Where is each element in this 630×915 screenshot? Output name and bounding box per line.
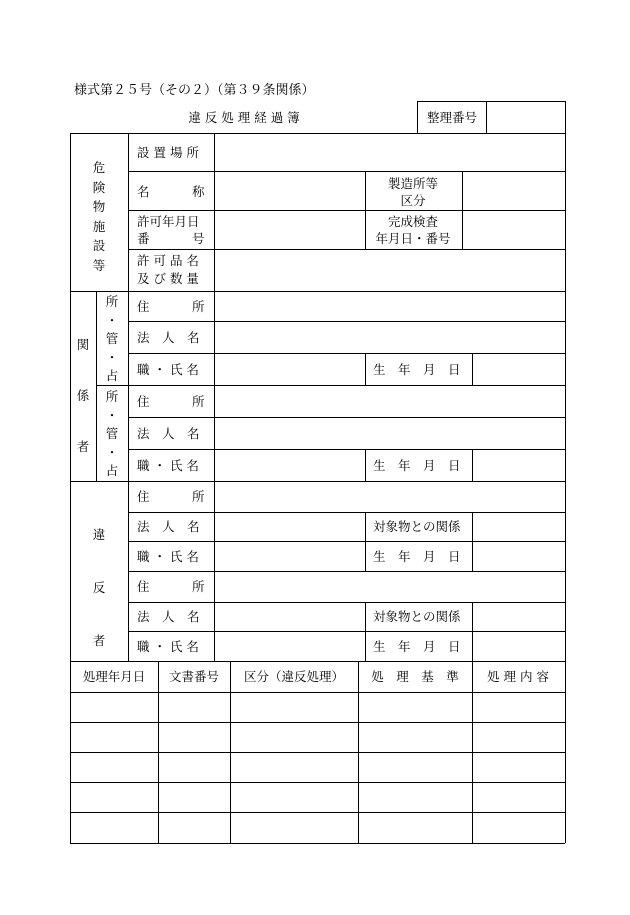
value-col-line — [214, 133, 215, 661]
label-col-line — [128, 133, 129, 661]
row-line — [128, 449, 565, 450]
log-header-standard: 処 理 基 準 — [371, 669, 459, 684]
person-label: 職 ・ 氏 名 — [137, 362, 199, 377]
birth-col-line-3 — [365, 449, 366, 481]
name-label-left: 名 — [137, 184, 150, 199]
row-line — [128, 321, 565, 322]
address-label-right: 所 — [192, 299, 205, 314]
birth-date-label: 生 年 月 日 — [373, 458, 461, 473]
corp-name-label: 法 人 名 — [137, 426, 200, 441]
form-bottom-border — [70, 843, 565, 844]
address-label-left: 住 — [137, 394, 150, 409]
title-row-top-line — [417, 101, 565, 102]
page-title: 違 反 処 理 経 過 簿 — [188, 110, 300, 125]
category-label-line2: 区分 — [400, 193, 426, 208]
birth-col-line-2 — [472, 353, 473, 385]
location-label: 設 置 場 所 — [137, 145, 199, 160]
person-label: 職 ・ 氏 名 — [137, 458, 199, 473]
form-number: 様式第２５号（その２）（第３９条関係） — [74, 83, 315, 98]
related-sub-col-line — [96, 291, 97, 481]
row-line — [128, 631, 565, 632]
birth-date-label: 生 年 月 日 — [373, 362, 461, 377]
violator-section-label: 違 反 者 — [92, 527, 106, 648]
items-label-line2: 及 び 数 量 — [137, 271, 199, 286]
reference-number-label: 整理番号 — [426, 110, 478, 125]
form-left-border — [70, 133, 71, 843]
address-label-right: 所 — [192, 489, 205, 504]
inspection-label-line2: 年月日・番号 — [375, 231, 451, 246]
section-line — [70, 291, 565, 292]
log-row-line — [70, 752, 565, 753]
row-line — [128, 541, 565, 542]
corp-name-label: 法 人 名 — [137, 330, 200, 345]
row-line — [128, 571, 565, 572]
category-label-line1: 製造所等 — [387, 176, 439, 191]
row-line — [128, 512, 565, 513]
related-section-label: 関 係 者 — [76, 337, 90, 454]
items-label-line1: 許 可 品 名 — [137, 253, 199, 268]
relation-label: 対象物との関係 — [373, 609, 461, 624]
address-label-left: 住 — [137, 299, 150, 314]
relation-label: 対象物との関係 — [373, 519, 461, 534]
log-header-content: 処 理 内 容 — [487, 669, 549, 684]
row-line — [128, 249, 565, 250]
permit-label-line1: 許可年月日 — [137, 214, 200, 229]
sub-section-line — [96, 385, 565, 386]
name-label-right: 称 — [192, 184, 205, 199]
related-sub-label-1: 所 ・ 管 ・ 占 — [105, 294, 119, 383]
ref-value-left-line — [486, 101, 487, 133]
permit-label-number-suffix: 号 — [192, 231, 205, 246]
section-line — [70, 481, 565, 482]
log-header-doc-number: 文書番号 — [168, 669, 220, 684]
row-line — [128, 210, 565, 211]
birth-col-line-1 — [365, 353, 366, 385]
row-line — [128, 171, 565, 172]
log-row-line — [70, 692, 565, 693]
log-row-line — [70, 722, 565, 723]
address-label-right: 所 — [192, 394, 205, 409]
form-top-border — [70, 133, 565, 134]
log-header-category: 区分（違反処理） — [243, 669, 345, 684]
corp-name-label: 法 人 名 — [137, 609, 200, 624]
birth-col-line-4 — [472, 449, 473, 481]
birth-date-label: 生 年 月 日 — [373, 639, 461, 654]
row-line — [128, 353, 565, 354]
inspection-label-line1: 完成検査 — [387, 214, 439, 229]
row-line — [128, 602, 565, 603]
log-header-date: 処理年月日 — [82, 669, 146, 684]
person-label: 職 ・ 氏 名 — [137, 549, 199, 564]
log-row-line — [70, 782, 565, 783]
permit-label-number: 番 — [137, 231, 150, 246]
form-right-border — [565, 101, 566, 843]
section-line — [70, 661, 565, 662]
address-label-left: 住 — [137, 579, 150, 594]
facility-section-label: 危 険 物 施 設 等 — [92, 160, 106, 273]
log-row-line — [70, 812, 565, 813]
address-label-right: 所 — [192, 579, 205, 594]
related-sub-label-2: 所 ・ 管 ・ 占 — [105, 389, 119, 478]
row-line — [128, 417, 565, 418]
birth-date-label: 生 年 月 日 — [373, 549, 461, 564]
corp-name-label: 法 人 名 — [137, 519, 200, 534]
person-label: 職 ・ 氏 名 — [137, 639, 199, 654]
address-label-left: 住 — [137, 489, 150, 504]
ref-box-left-line — [417, 101, 418, 133]
